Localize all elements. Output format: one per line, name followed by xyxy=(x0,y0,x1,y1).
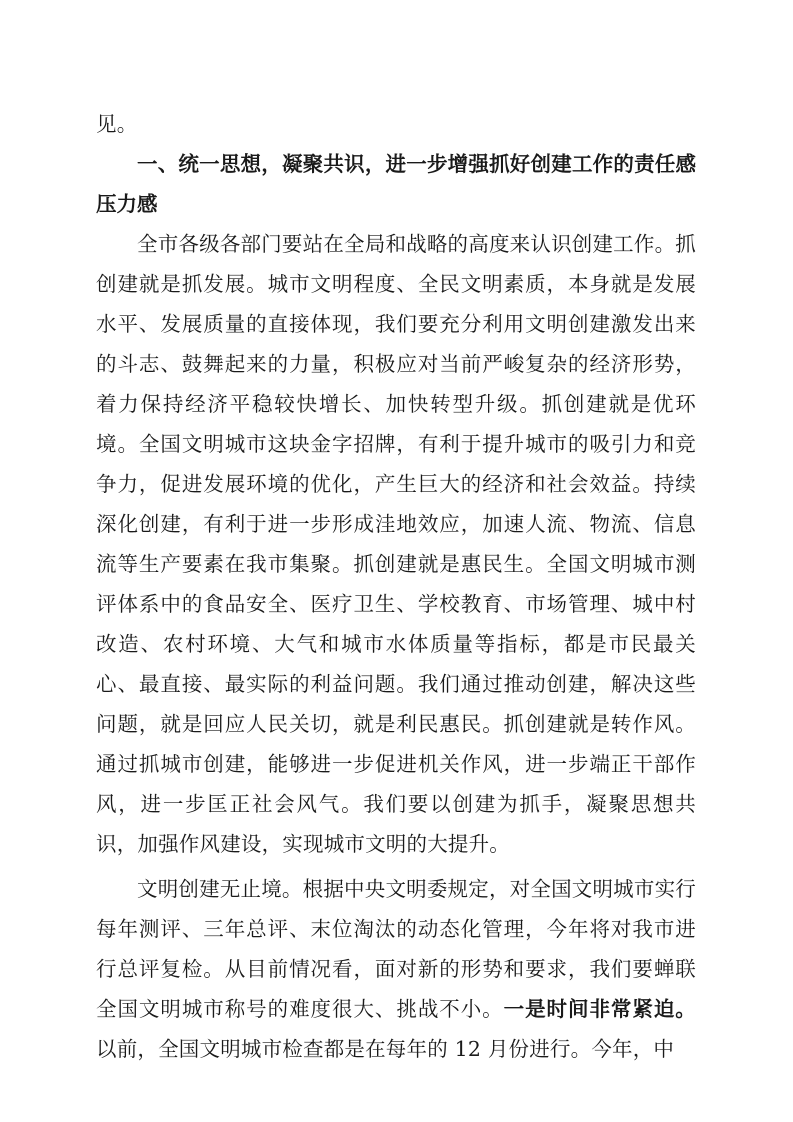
run-normal-1: 文明创建无止境。根据中央文明委规定，对全国文明城市实行每年测评、三年总评、末位淘汰的动态化管理，今年将对我市进行总评复检。从目前情况看，面对新的形势和要求，我们要蝉联全国文明城市称号的难度很大、挑战不小。 xyxy=(96,877,696,1021)
run-bold-1: 一是时间非常紧迫。 xyxy=(503,997,696,1021)
run-normal-2: 以前，全国文明城市检查都是在每年的 12 月份进行。今年，中 xyxy=(96,1037,675,1061)
paragraph-fragment: 见。 xyxy=(96,112,138,136)
page-content xyxy=(96,104,696,1069)
body-paragraph-1: 全市各级各部门要站在全局和战略的高度来认识创建工作。抓创建就是抓发展。城市文明程度、全民文明素质，本身就是发展水平、发展质量的直接体现，我们要充分利用文明创建激发出来的斗志、鼓舞起来的力量，积极应对当前严峻复杂的经济形势，着力保持经济平稳较快增长、加快转型升级。抓创建就是优环境。全国文明城市这块金字招牌，有利于提升城市的吸引力和竞争力，促进发展环境的优化，产生巨大的经济和社会效益。持续深化创建，有利于进一步形成洼地效应，加速人流、物流、信息流等生产要素在我市集聚。抓创建就是惠民生。全国文明城市测评体系中的食品安全、医疗卫生、学校教育、市场管理、城中村改造、农村环境、大气和城市水体质量等指标，都是市民最关心、最直接、最实际的利益问题。我们通过推动创建，解决这些问题，就是回应人民关切，就是利民惠民。抓创建就是转作风。通过抓城市创建，能够进一步促进机关作风，进一步端正干部作风，进一步匡正社会风气。我们要以创建为抓手，凝聚思想共识，加强作风建设，实现城市文明的大提升。 xyxy=(96,232,696,856)
section-heading: 一、统一思想，凝聚共识，进一步增强抓好创建工作的责任感压力感 xyxy=(96,152,696,216)
body-paragraph-2 xyxy=(96,869,696,1069)
